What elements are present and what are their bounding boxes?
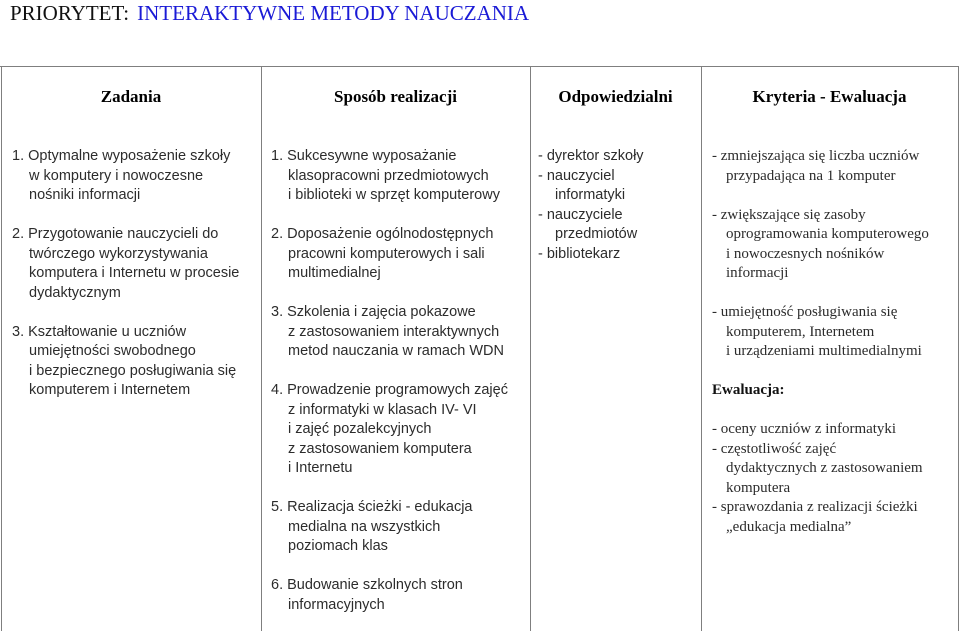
priority-topic: INTERAKTYWNE METODY NAUCZANIA (137, 1, 530, 25)
sposob-2-line-3: multimedialnej (288, 265, 381, 281)
zadanie-1-line-1: 1. Optymalne wyposażenie szkoły (12, 148, 231, 164)
column-divider-left (1, 66, 2, 631)
sposob-cell (271, 147, 508, 615)
odpowiedzialni-line-2: - nauczyciel (538, 167, 615, 184)
ewaluacja-line-4: komputera (726, 479, 791, 496)
zadania-cell (12, 147, 239, 401)
ewaluacja-heading: Ewaluacja: (712, 382, 785, 398)
kryterium-1-line-1: - zmniejszająca się liczba uczniów (712, 148, 920, 164)
column-header-odpowiedzialni: Odpowiedzialni (558, 87, 673, 106)
sposob-4-line-4: z zastosowaniem komputera (288, 440, 472, 457)
odpowiedzialni-cell (538, 147, 644, 264)
column-header-zadania: Zadania (100, 87, 162, 106)
kryterium-2-line-2: oprogramowania komputerowego (726, 226, 929, 242)
zadanie-3-line-2: umiejętności swobodnego (29, 343, 196, 359)
zadanie-2-line-4: dydaktycznym (29, 284, 121, 301)
column-header-kryteria: Kryteria - Ewaluacja (752, 87, 907, 106)
odpowiedzialni-line-4: - nauczyciele (538, 206, 623, 223)
zadanie-2-line-3: komputera i Internetu w procesie (29, 265, 240, 281)
sposob-1-line-3: i biblioteki w sprzęt komputerowy (288, 187, 500, 203)
sposob-5-line-1: 5. Realizacja ścieżki - edukacja (271, 499, 473, 515)
sposob-2-line-1: 2. Doposażenie ogólnodostępnych (271, 226, 494, 242)
kryterium-3-line-2: komputerem, Internetem (726, 323, 875, 340)
odpowiedzialni-line-6: - bibliotekarz (538, 245, 621, 262)
sposob-4-line-5: i Internetu (288, 460, 353, 476)
column-divider-right (958, 66, 959, 631)
column-divider-3 (701, 66, 702, 631)
column-divider-1 (261, 66, 262, 631)
sposob-4-line-3: i zajęć pozalekcyjnych (288, 421, 432, 437)
zadanie-3-line-3: i bezpiecznego posługiwania się (29, 362, 237, 379)
odpowiedzialni-line-5: przedmiotów (555, 226, 638, 242)
sposob-4-line-1: 4. Prowadzenie programowych zajęć (271, 382, 508, 398)
column-header-sposob: Sposób realizacji (334, 87, 457, 106)
column-divider-2 (530, 66, 531, 631)
ewaluacja-line-3: dydaktycznych z zastosowaniem (726, 460, 923, 476)
kryterium-1-line-2: przypadająca na 1 komputer (726, 167, 896, 184)
ewaluacja-line-5: - sprawozdania z realizacji ścieżki (712, 499, 918, 515)
sposob-6-line-1: 6. Budowanie szkolnych stron (271, 577, 463, 593)
table-top-border (0, 66, 958, 67)
zadanie-1-line-2: w komputery i nowoczesne (29, 167, 204, 184)
sposob-3-line-2: z zastosowaniem interaktywnych (288, 323, 500, 340)
ewaluacja-line-2: - częstotliwość zajęć (712, 440, 837, 457)
priority-label: PRIORYTET: (10, 1, 130, 25)
ewaluacja-line-1: - oceny uczniów z informatyki (712, 421, 897, 437)
sposob-1-line-1: 1. Sukcesywne wyposażanie (271, 148, 457, 164)
sposob-1-line-2: klasopracowni przedmiotowych (288, 167, 489, 184)
kryterium-2-line-1: - zwiększające się zasoby (712, 206, 866, 223)
kryterium-3-line-1: - umiejętność posługiwania się (712, 304, 898, 320)
ewaluacja-line-6: „edukacja medialna” (726, 518, 852, 535)
plan-table (0, 66, 960, 631)
sposob-5-line-3: poziomach klas (288, 538, 388, 554)
kryterium-3-line-3: i urządzeniami multimedialnymi (726, 343, 922, 359)
kryterium-2-line-3: i nowoczesnych nośników (726, 245, 885, 262)
odpowiedzialni-line-1: - dyrektor szkoły (538, 148, 644, 164)
kryteria-cell (712, 147, 929, 537)
sposob-3-line-3: metod nauczania w ramach WDN (288, 343, 504, 359)
zadanie-2-line-1: 2. Przygotowanie nauczycieli do (12, 226, 219, 242)
sposob-3-line-1: 3. Szkolenia i zajęcia pokazowe (271, 304, 476, 320)
sposob-4-line-2: z informatyki w klasach IV- VI (288, 401, 477, 418)
sposob-5-line-2: medialna na wszystkich (288, 518, 441, 535)
zadanie-2-line-2: twórczego wykorzystywania (29, 245, 208, 262)
priority-title (10, 0, 529, 26)
zadanie-3-line-4: komputerem i Internetem (29, 382, 191, 398)
odpowiedzialni-line-3: informatyki (555, 187, 626, 203)
zadanie-3-line-1: 3. Kształtowanie u uczniów (12, 323, 187, 340)
sposob-2-line-2: pracowni komputerowych i sali (288, 245, 485, 262)
sposob-6-line-2: informacyjnych (288, 596, 385, 613)
zadanie-1-line-3: nośniki informacji (29, 187, 141, 203)
kryterium-2-line-4: informacji (726, 265, 789, 281)
